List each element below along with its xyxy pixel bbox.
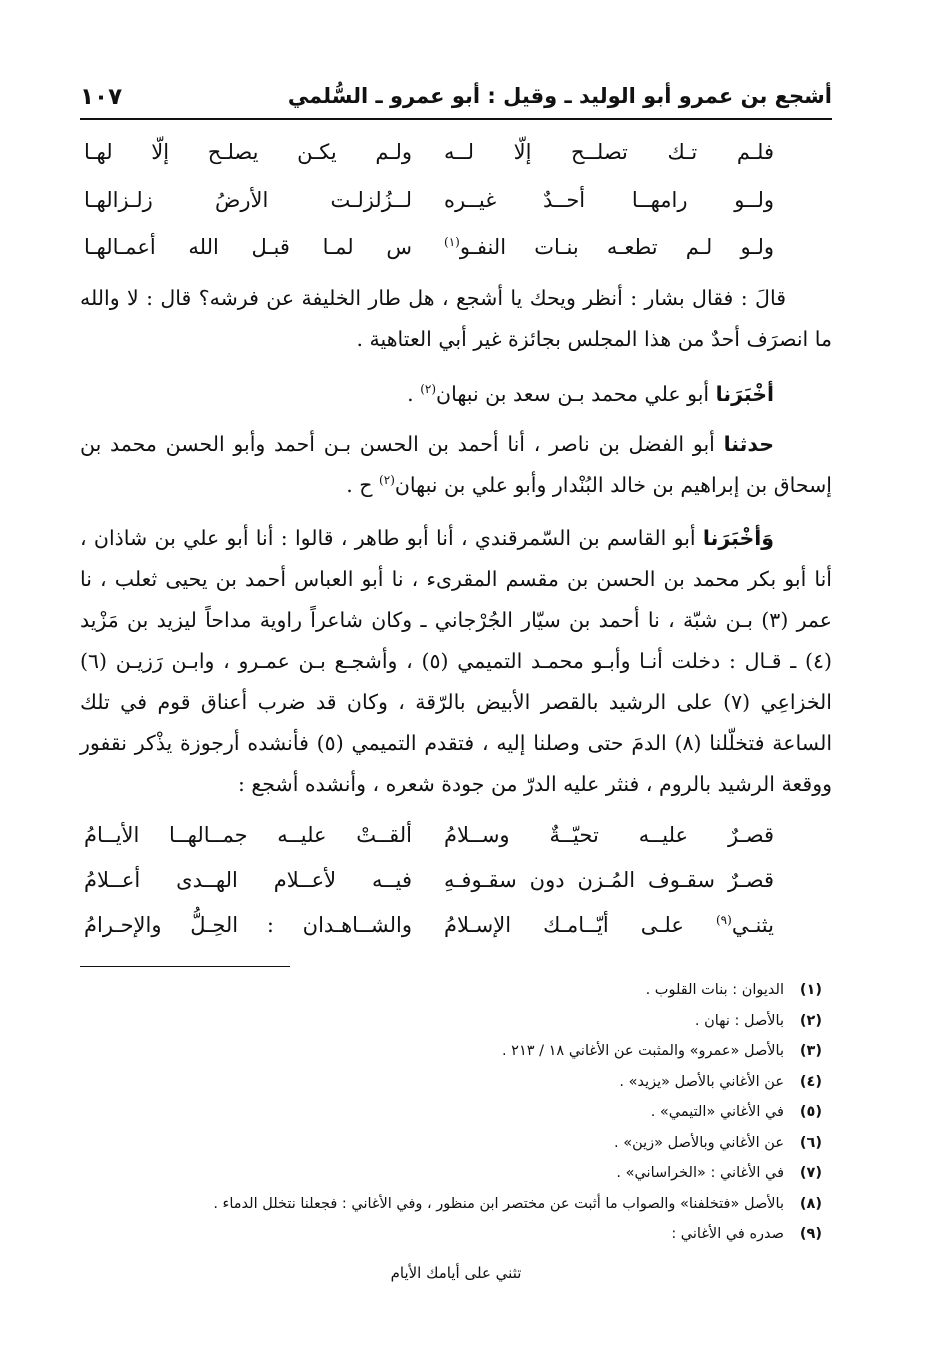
paragraph [80,278,832,360]
footnote: (٤)عن الأغاني بالأصل «يزيد» . [619,1073,822,1090]
paragraph-tail: ح . [346,473,373,497]
footnote-ref: (١) [444,235,460,249]
footnote: (٦)عن الأغاني وبالأصل «زين» . [614,1134,822,1151]
paragraph-tail: . [407,382,414,406]
running-header [80,78,832,118]
footnote: (٨)بالأصل «فتخلفنا» والصواب ما أثبت عن مختصر ابن منظور ، وفي الأغاني : فجعلنا نتخلل الدماء . [213,1195,822,1212]
footnote-verse: تثني على أيامك الأيام [390,1264,522,1282]
footnote-ref: (٢) [379,473,395,488]
isnad-lead: حدثنا [723,432,774,456]
verse-line [80,913,832,953]
verse-hemistich: والشــاهـدان : الحِـلُّ والإحـرامُ [84,913,412,937]
footnote-rule [80,966,290,967]
verse-hemistich: ألقــتْ عليــه جمــالهــا الأيــامُ [84,823,412,847]
footnote: (٣)بالأصل «عمرو» والمثبت عن الأغاني ١٨ / ٢١٣ . [501,1043,822,1059]
page-number: ١٠٧ [80,84,123,110]
paragraph [80,424,832,506]
header-rule [80,118,832,120]
book-page [80,78,832,1318]
paragraph-text: أبو الفضل بن ناصر ، أنا أحمد بن الحسن بـن أحمد وأبو الحسن محمد بن إسحاق بن إبراهيم بن خالد البُنْدار وأبو علي بن نبهان [80,432,832,497]
isnad-lead: وَأخْبَرَنا [702,526,774,550]
verse-line [80,140,832,180]
verse-hemistich: ولــو رامهــا أحــدٌ غيــره [444,188,774,212]
footnote: (٧)في الأغاني : «الخراساني» . [616,1165,822,1181]
verse-hemistich: يثنـي$^{(٩)}$ علـى أيّــامـك الإسـلامُ [444,913,774,937]
verse-hemistich: قصـرٌ عليــه تحيّــةٌ وســلامُ [444,823,774,847]
footnote: (١)الديوان : بنات القلوب . [645,982,822,998]
footnote-ref: (٩) [715,913,732,927]
verse-line [80,823,832,863]
paragraph [80,374,832,415]
paragraph-text: قالَ : فقال بشار : أنظر ويحك يا أشجع ، هل طار الخليفة عن فرشه؟ قال : لا والله ما انصرَف أحدٌ من هذا المجلس بجائزة غير أبي العتاهية . [80,286,832,351]
verse-line [80,868,832,908]
verse-line [80,235,832,275]
footnotes [92,982,822,1257]
paragraph-text: أبو القاسم بن السّمرقندي ، أنا أبو طاهر ، قالوا : أنا أبو علي بن شاذان ، أنا أبو بكر محمد بن الحسن بن مقسم المقرىء ، نا أبو العباس أحمد بن يحيى ثعلب ، نا عمر (٣) بـن شبّة ، نا أحمد بن سيّار الجُرْجاني ـ وكان شاعراً راوية مداحاً ليزيد بن مَزْيد (٤) ـ قـال : دخلت أنـا وأبـو محمـد التميمي (٥) ، وأشجـع بـن عمـرو ، وابـن رَزيـن (٦) الخزاعِي (٧) على الرشيد بالقصر الأبيض بالرّقة ، وكان قد ضرب أعناق قوم في تلك الساعة فتخلّلنا (٨) الدمَ حتى وصلنا إليه ، فتقدم التميمي (٥) فأنشده أرجوزة يذْكر نقفور ووقعة الرشيد بالروم ، فنثر عليه الدرّ من جودة شعره ، وأنشده أشجع : [80,526,833,796]
verse-hemistich: قصـرٌ سقـوف المُـزن دون سقـوفـهِ [444,868,774,892]
header-title: أشجع بن عمرو أبو الوليد ـ وقيل : أبو عمرو ـ السُّلمي [287,84,832,108]
verse-hemistich: فيــه لأعــلام الهــدى أعــلامُ [84,868,412,892]
verse-hemistich: ولـم يكـن يصلـح إلّا لهـا [84,140,412,164]
verse-hemistich: فلـم تـك تصلــح إلّا لــه [444,140,774,164]
verse-hemistich: لــزُلزلـت الأرضُ زلـزالهـا [84,188,412,212]
footnote-ref: (٢) [420,382,437,397]
isnad-lead: أخْبَرَنا [715,382,774,406]
footnote: (٥)في الأغاني «التيمي» . [650,1104,822,1120]
verse-line [80,188,832,228]
paragraph-text: أبو علي محمد بـن سعد بن نبهان [436,382,710,406]
verse-hemistich: ولـو لـم تطعـه بنـات النفـو$^{(١)}$ [444,235,774,259]
paragraph [80,518,832,805]
footnote: (٢)بالأصل : نهان . [694,1012,822,1029]
footnote: (٩)صدره في الأغاني : [671,1226,822,1242]
verse-hemistich: س لمـا قبـل الله أعمـالهـا [84,235,412,259]
